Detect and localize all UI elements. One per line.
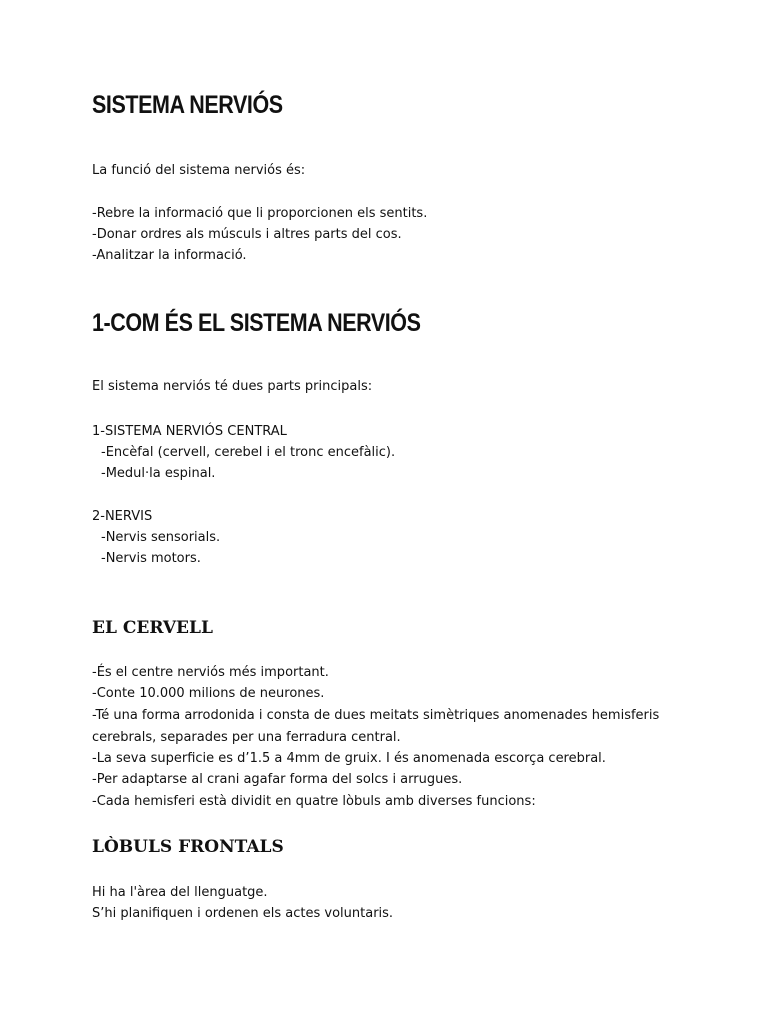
central-item-1: -Encèfal (cervell, cerebel i el tronc encefàlic). bbox=[101, 445, 396, 460]
lobuls-line-2: S’hi planifiquen i ordenen els actes voluntaris. bbox=[92, 906, 394, 921]
cervell-line-2: -Conte 10.000 milions de neurones. bbox=[92, 686, 325, 701]
function-line-3: -Analitzar la informació. bbox=[92, 248, 247, 263]
cervell-line-5: -La seva superficie es d’1.5 a 4mm de gruix. I és anomenada escorça cerebral. bbox=[92, 751, 606, 766]
cervell-heading: EL CERVELL bbox=[92, 618, 213, 638]
intro-text: La funció del sistema nerviós és: bbox=[92, 163, 306, 178]
page-title: SISTEMA NERVIÓS bbox=[92, 91, 283, 119]
cervell-line-6: -Per adaptarse al crani agafar forma del solcs i arrugues. bbox=[92, 772, 463, 787]
central-label: 1-SISTEMA NERVIÓS CENTRAL bbox=[92, 424, 287, 439]
cervell-line-1: -És el centre nerviós més important. bbox=[92, 665, 329, 680]
cervell-line-3: -Té una forma arrodonida i consta de dues meitats simètriques anomenades hemisferis bbox=[92, 708, 660, 723]
lobuls-frontals-heading: LÒBULS FRONTALS bbox=[92, 837, 284, 857]
cervell-line-4: cerebrals, separades per una ferradura central. bbox=[92, 730, 401, 745]
function-line-2: -Donar ordres als músculs i altres parts del cos. bbox=[92, 227, 402, 242]
section1-intro: El sistema nerviós té dues parts principals: bbox=[92, 379, 373, 394]
central-item-2: -Medul·la espinal. bbox=[101, 466, 216, 481]
cervell-line-7: -Cada hemisferi està dividit en quatre lòbuls amb diverses funcions: bbox=[92, 794, 536, 809]
nervis-item-1: -Nervis sensorials. bbox=[101, 530, 221, 545]
function-line-1: -Rebre la informació que li proporcionen els sentits. bbox=[92, 206, 428, 221]
nervis-item-2: -Nervis motors. bbox=[101, 551, 201, 566]
nervis-label: 2-NERVIS bbox=[92, 509, 153, 524]
lobuls-line-1: Hi ha l'àrea del llenguatge. bbox=[92, 885, 268, 900]
section-heading-com-es: 1-COM ÉS EL SISTEMA NERVIÓS bbox=[92, 309, 421, 337]
